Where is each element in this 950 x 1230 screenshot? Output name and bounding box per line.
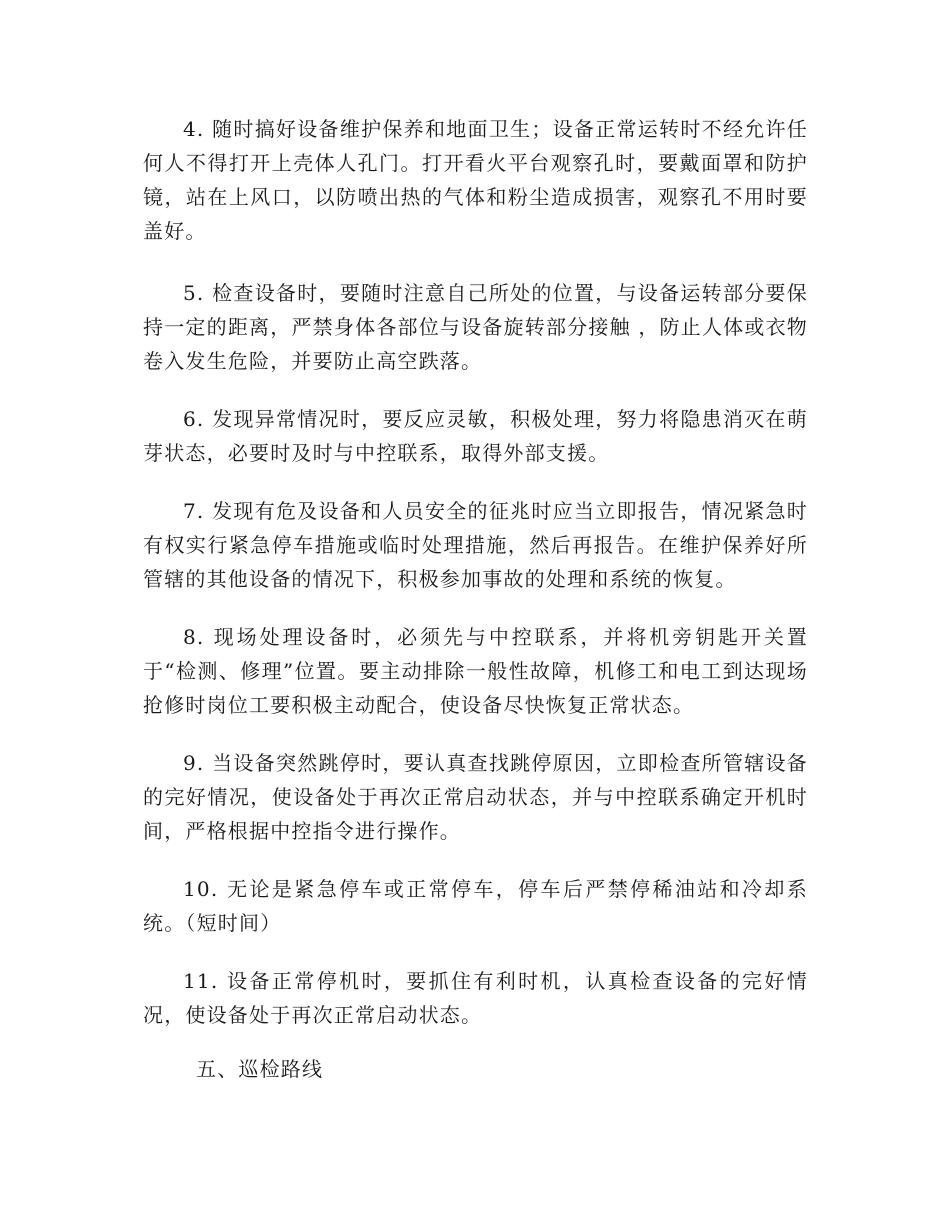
section-heading: 五、巡检路线 [196,1057,324,1081]
paragraph-item-8: 8. 现场处理设备时，必须先与中控联系，并将机旁钥匙开关置于“检测、修理”位置。要主动排除一般性故障，机修工和电工到达现场抢修时岗位工要积极主动配合，使设备尽快恢复正常状态。 [143,625,808,717]
paragraph-item-7: 7. 发现有危及设备和人员安全的征兆时应当立即报告，情况紧急时有权实行紧急停车措施或临时处理措施，然后再报告。在维护保养好所管辖的其他设备的情况下，积极参加事故的处理和系统的恢复。 [143,499,808,591]
paragraph-item-11: 11. 设备正常停机时，要抓住有利时机，认真检查设备的完好情况，使设备处于再次正常启动状态。 [143,969,808,1027]
paragraph-item-6: 6. 发现异常情况时，要反应灵敏，积极处理，努力将隐患消灭在萌芽状态，必要时及时与中控联系，取得外部支援。 [143,407,808,465]
paragraph-item-10: 10. 无论是紧急停车或正常停车，停车后严禁停稀油站和冷却系统。（短时间） [143,877,808,935]
paragraph-item-9: 9. 当设备突然跳停时，要认真查找跳停原因，立即检查所管辖设备的完好情况，使设备处于再次正常启动状态，并与中控联系确定开机时间，严格根据中控指令进行操作。 [143,751,808,843]
paragraph-item-5: 5. 检查设备时，要随时注意自己所处的位置，与设备运转部分要保持一定的距离，严禁身体各部位与设备旋转部分接触 ，防止人体或衣物卷入发生危险，并要防止高空跌落。 [143,281,808,373]
paragraph-item-4: 4. 随时搞好设备维护保养和地面卫生；设备正常运转时不经允许任何人不得打开上壳体人孔门。打开看火平台观察孔时，要戴面罩和防护镜，站在上风口，以防喷出热的气体和粉尘造成损害，观察孔不用时要盖好。 [143,117,808,243]
